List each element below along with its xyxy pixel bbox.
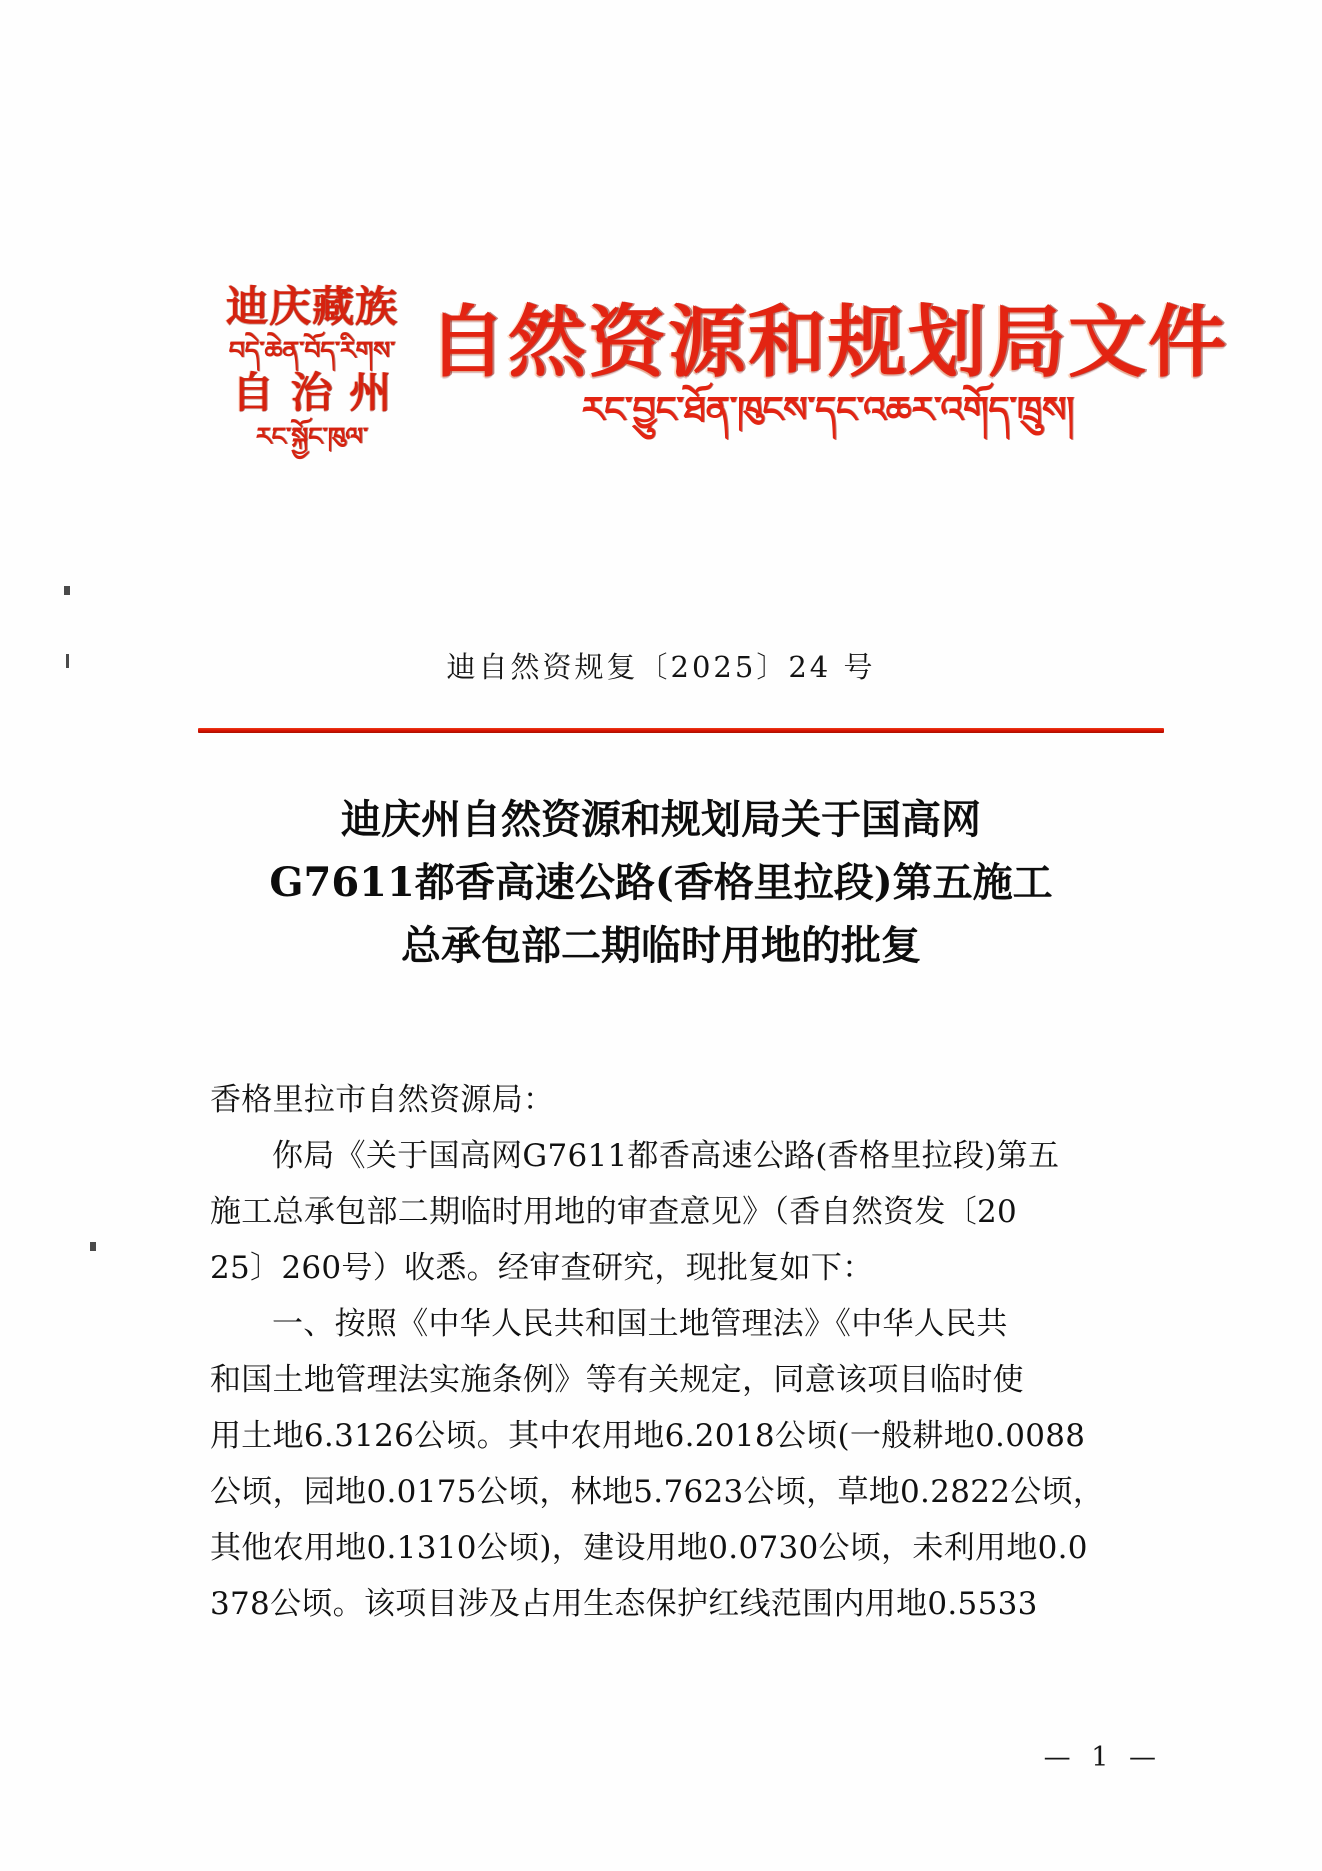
subject-title [196, 788, 1126, 978]
agency-name-tibetan-line1: བདེ་ཆེན་བོད་རིགས་ [228, 335, 396, 365]
agency-name-chinese-line2: 自 治 州 [231, 368, 393, 417]
agency-name-chinese-line1: 迪庆藏族 [225, 281, 398, 331]
body-line: 其他农用地0.1310公顷)，建设用地0.0730公顷，未利用地0.0 [210, 1530, 1088, 1566]
page-number: — 1 — [1043, 1742, 1162, 1773]
red-divider-rule [198, 728, 1164, 733]
margin-tick-icon [90, 1242, 96, 1251]
body-line: 香格里拉市自然资源局： [210, 1082, 555, 1118]
body-line: 施工总承包部二期临时用地的审查意见》（香自然资发〔20 [210, 1194, 1018, 1230]
subject-title-line: 总承包部二期临时用地的批复 [401, 922, 921, 970]
body-line: 你局《关于国高网G7611都香高速公路(香格里拉段)第五 [272, 1138, 1060, 1174]
department-title-block [428, 297, 1322, 436]
subject-title-line: G7611都香高速公路(香格里拉段)第五施工 [269, 859, 1053, 907]
document-number: 迪自然资规复〔2025〕24 号 [446, 650, 876, 684]
body-line: 378公顷。该项目涉及占用生态保护红线范围内用地0.5533 [210, 1586, 1038, 1622]
margin-tick-icon [64, 586, 70, 595]
body-line: 和国土地管理法实施条例》等有关规定，同意该项目临时使 [210, 1362, 1024, 1398]
body-line: 一、按照《中华人民共和国土地管理法》《中华人民共 [272, 1306, 1008, 1342]
body-line: 25〕260号）收悉。经审查研究，现批复如下： [210, 1250, 874, 1286]
issuing-agency-block [196, 281, 428, 455]
body-line: 用土地6.3126公顷。其中农用地6.2018公顷(一般耕地0.0088 [210, 1418, 1086, 1454]
letterhead [0, 250, 1322, 490]
body-text [210, 1072, 1140, 1632]
department-name-chinese: 自然资源和规划局文件 [428, 297, 1229, 388]
agency-name-tibetan-line2: རང་སྐྱོང་ཁུལ་ [255, 421, 369, 451]
body-line: 公顷，园地0.0175公顷，林地5.7623公顷，草地0.2822公顷， [210, 1474, 1105, 1510]
subject-title-line: 迪庆州自然资源和规划局关于国高网 [341, 796, 981, 843]
department-name-tibetan: རང་བྱུང་ཐོན་ཁུངས་དང་འཆར་འགོད་ཁྲུས། [581, 390, 1075, 432]
